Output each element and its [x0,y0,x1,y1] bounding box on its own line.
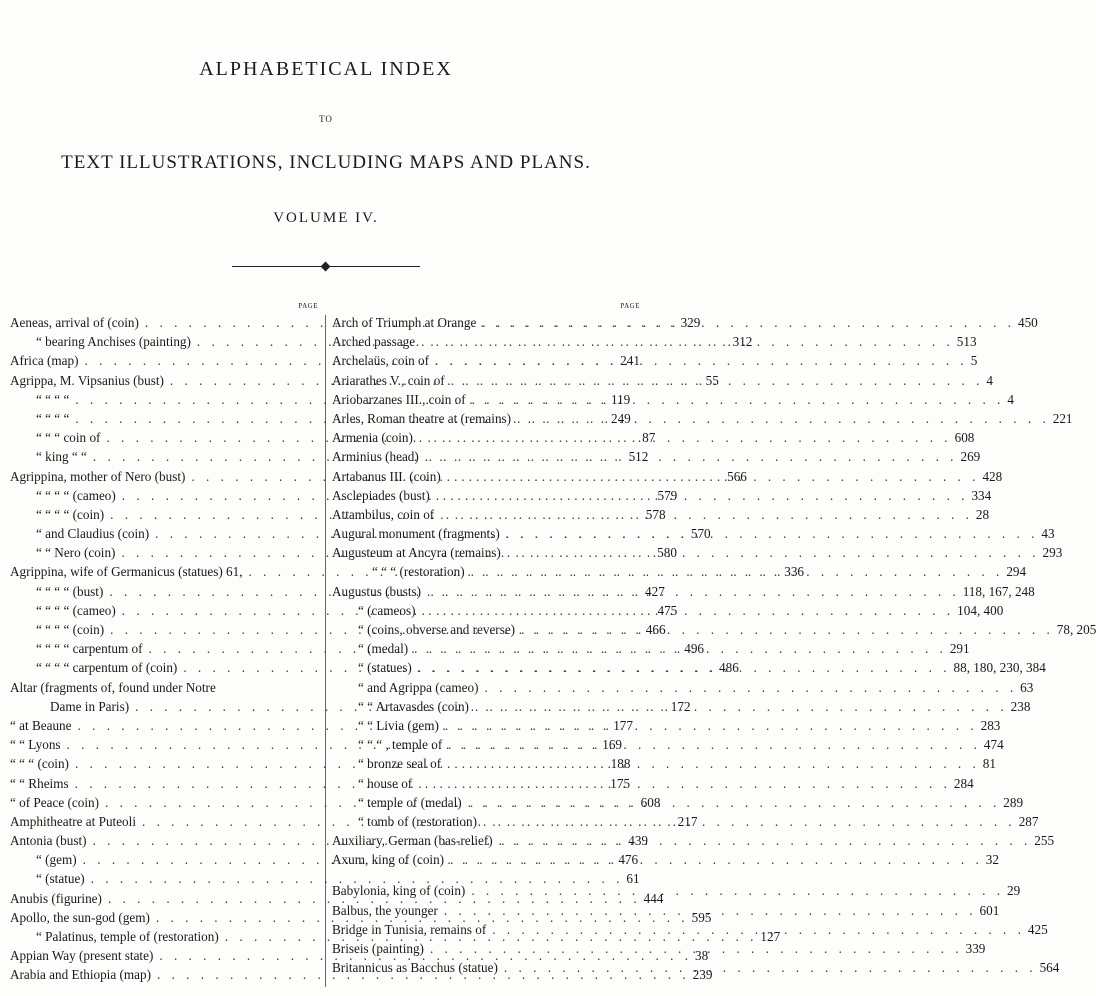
entry-text: “ “ “ , temple of [358,737,443,753]
index-entry [332,754,996,773]
leader-dots [498,958,1040,977]
entry-page: 450 [1017,315,1038,330]
entry-page: 169 [602,737,622,753]
entry-page: 579 [657,487,678,503]
entry-page: 444 [643,890,664,906]
leader-dots [413,428,955,447]
leader-dots [444,850,986,869]
index-entry [332,735,1004,754]
leader-dots [438,901,980,920]
entry-text: Altar (fragments of, found under Notre [10,679,216,695]
entry-page: 287 [1018,813,1039,829]
entry-text: “ “ Livia (gem) [358,717,439,733]
leader-dots [415,601,957,620]
index-entry [332,774,974,793]
index-entry [332,447,981,466]
leader-dots [501,543,1043,562]
entry-page: 4 [986,372,993,388]
entry-page: 63 [1020,679,1034,695]
entry-page: 608 [954,430,975,446]
entry-page: 249 [610,410,631,426]
entry-text: “ “ Rheims [10,775,69,791]
entry-page: 601 [979,902,1000,918]
entry-text: Augustus (busts) [332,583,422,599]
entry-text: Arabia and Ethiopia (map) [10,967,151,983]
entry-text: Agrippa, M. Vipsanius (bust) [10,372,164,388]
entry-text: “ at Beaune [10,717,72,733]
entry-text: “ (coins, obverse and reverse) [358,622,516,637]
entry-text: “ “ Artavasdes (coin) [358,698,469,714]
entry-page: 119 [610,391,631,407]
entry-page: 255 [1034,833,1055,849]
volume-label: VOLUME IV. [273,210,379,226]
index-title-to: TO [319,114,333,124]
entry-text: Axum, king of (coin) [332,852,445,868]
entry-page: 29 [1006,883,1021,899]
entry-text: Agrippina, mother of Nero (bust) [10,468,186,484]
entry-text: Africa (map) [10,353,79,369]
entry-text: Briseis (painting) [332,941,424,956]
page-column-header: PAGE [298,302,318,310]
entry-text: “ (gem) [36,852,77,868]
entry-page: 474 [983,737,1004,753]
entry-text: Antonia (bust) [10,833,87,849]
entry-text: Bridge in Tunisia, remains of [332,921,487,937]
leader-dots [462,793,1004,812]
entry-page: 475 [657,602,678,618]
entry-page: 570 [690,526,711,542]
entry-page: 294 [1006,564,1027,580]
entry-page: 55 [705,372,719,388]
index-entry [332,831,1055,850]
leader-dots [419,447,961,466]
leader-dots [477,812,1019,831]
entry-text: Britannicus as Bacchus (statue) [332,960,498,976]
leader-dots [429,351,971,370]
entry-page: 339 [965,941,986,956]
entry-page: 61 [626,871,640,887]
entry-text: Anubis (figurine) [10,890,102,906]
index-entry [332,390,1014,409]
index-subtitle: TEXT ILLUSTRATIONS, INCLUDING MAPS AND PLANS. [61,152,591,173]
entry-text: Artabanus III. (coin) [332,468,441,484]
entry-text: Babylonia, king of (coin) [332,883,466,899]
entry-page: 425 [1027,921,1048,937]
entry-text: Aeneas, arrival of (coin) [10,315,139,330]
leader-dots [476,313,1018,332]
entry-page: 512 [628,449,649,465]
entry-page: 312 [732,334,753,350]
entry-text: “ “ “ (restoration) [372,564,465,580]
entry-page: 88, 180, 230, 384 [953,660,1046,676]
entry-page: 476 [618,852,639,868]
leader-dots [412,658,954,677]
leader-dots [465,562,1007,581]
entry-text: “ “ “ “ (cameo) [36,602,116,618]
entry-text: Arch of Triumph at Orange [332,315,477,330]
entry-text: Attambilus, coin of [332,506,435,522]
entry-text: “ “ “ “ carpentum of (coin) [36,660,178,676]
index-entry [332,850,999,869]
entry-page: 28 [975,506,990,522]
entry-page: 32 [985,852,999,868]
leader-dots [442,735,984,754]
leader-dots [441,754,983,773]
entry-page: 578 [645,506,666,522]
entry-text: Asclepiades (bust) [332,487,430,503]
entry-text: “ Palatinus, temple of (restoration) [36,929,219,944]
entry-text: Amphitheatre at Puteoli [10,813,136,829]
entry-text: Augural monument (fragments) [332,526,500,542]
entry-text: Arched passage [332,334,416,350]
entry-page: 496 [684,641,704,657]
entry-text: Apollo, the sun-god (gem) [10,909,150,925]
entry-text: “ of Peace (coin) [10,794,99,810]
entry-text: Arles, Roman theatre at (remains) [332,410,512,426]
entry-page: 486 [719,660,739,676]
entry-page: 177 [613,717,633,733]
entry-page: 269 [960,449,981,465]
entry-page: 513 [956,334,977,350]
entry-text: “ bronze seal of [358,756,442,772]
entry-text: Ariobarzanes III., coin of [332,391,466,407]
leader-dots [424,939,966,958]
leader-dots [430,486,972,505]
entry-page: 118, 167, 248 [962,583,1035,599]
entry-page: 595 [691,909,712,925]
entry-text: “ and Claudius (coin) [36,526,150,542]
entry-text: “ (statues) [358,660,412,676]
entry-page: 5 [970,353,978,369]
entry-text: “ “ “ coin of [36,430,101,446]
entry-text: Auxiliary, German (bas-relief) [332,833,493,849]
leader-dots [466,390,1008,409]
index-entry [332,716,1001,735]
entry-page: 172 [670,698,691,714]
index-entry [332,678,1034,697]
index-entry [332,351,978,370]
entry-page: 580 [657,545,677,561]
entry-page: 175 [610,775,631,791]
leader-dots [441,467,983,486]
entry-page: 428 [982,468,1003,484]
entry-text: Appian Way (present state) [10,948,154,964]
entry-text: “ “ “ “ (coin) [36,622,105,637]
leader-dots [500,524,1042,543]
index-entry [10,869,640,888]
entry-text: “ king “ “ [36,449,87,465]
leader-dots [511,409,1053,428]
entry-text: “ (medal) [358,641,409,657]
entry-page: 239 [692,967,713,983]
entry-text: Augusteum at Ancyra (remains) [332,545,501,561]
entry-page: 284 [953,775,974,791]
leader-dots [412,774,954,793]
index-title: ALPHABETICAL INDEX [199,58,453,80]
entry-text: Dame in Paris) [50,698,130,714]
entry-page: 78, 205 [1056,622,1096,637]
leader-dots [421,582,963,601]
entry-page: 336 [784,564,804,580]
entry-page: 221 [1052,410,1073,426]
leader-dots [415,332,957,351]
entry-page: 329 [680,315,701,330]
entry-text: “ temple of (medal) [358,794,462,810]
entry-page: 241 [620,353,640,369]
entry-text: Balbus, the younger [332,902,438,918]
leader-dots [408,639,950,658]
entry-text: “ “ “ “ (cameo) [36,487,116,503]
entry-page: 566 [727,468,747,484]
entry-text: “ “ “ “ [36,410,70,426]
entry-page: 439 [628,833,649,849]
leader-dots [493,831,1035,850]
entry-page: 87 [642,430,656,446]
entry-text: Agrippina, wife of Germanicus (statues) 61, [10,564,243,580]
leader-dots [445,371,987,390]
entry-page: 81 [982,756,996,772]
leader-dots [515,620,1057,639]
leader-dots [478,678,1020,697]
entry-text: “ (statue) [36,871,85,887]
entry-text: “ “ “ “ (bust) [36,583,104,599]
entry-page: 466 [645,622,666,637]
entry-page: 188 [610,756,631,772]
entry-page: 43 [1041,526,1055,542]
entry-text: “ (cameos) [358,602,416,618]
entry-text: “ and Agrippa (cameo) [358,679,479,695]
entry-page: 334 [971,487,992,503]
entry-text: “ “ Nero (coin) [36,545,116,561]
leader-dots [439,716,981,735]
entry-text: “ tomb of (restoration) [358,813,478,829]
entry-text: “ “ “ “ carpentum of [36,641,143,657]
rule-ornament [321,262,331,272]
entry-page: 289 [1003,794,1024,810]
entry-page: 104, 400 [957,602,1004,618]
leader-dots [434,505,976,524]
entry-page: 291 [949,641,970,657]
entry-page: 564 [1039,960,1060,976]
entry-text: Ariarathes V., coin of [332,372,445,388]
entry-text: “ “ Lyons [10,737,61,753]
page-column-header: PAGE [620,302,640,310]
entry-page: 427 [645,583,665,599]
entry-page: 608 [640,794,661,810]
entry-text: “ “ “ “ [36,391,70,407]
entry-page: 293 [1042,545,1063,561]
entry-page: 127 [760,929,781,944]
entry-text: Archelaüs, coin of [332,353,430,369]
entry-text: “ house of [358,775,413,791]
leader-dots [465,881,1007,900]
entry-page: 38 [695,948,709,964]
entry-text: Arminius (head) [332,449,419,465]
entry-page: 283 [980,717,1001,733]
entry-text: Armenia (coin) [332,430,413,446]
entry-page: 217 [677,813,698,829]
entry-page: 238 [1010,698,1031,714]
entry-page: 4 [1007,391,1014,407]
entry-text: “ bearing Anchises (painting) [36,334,191,350]
leader-dots [469,697,1011,716]
index-entry [10,678,318,697]
entry-text: “ “ “ (coin) [10,756,69,772]
index-entry [332,409,1073,428]
leader-dots [486,920,1028,939]
entry-text: “ “ “ “ (coin) [36,506,105,522]
